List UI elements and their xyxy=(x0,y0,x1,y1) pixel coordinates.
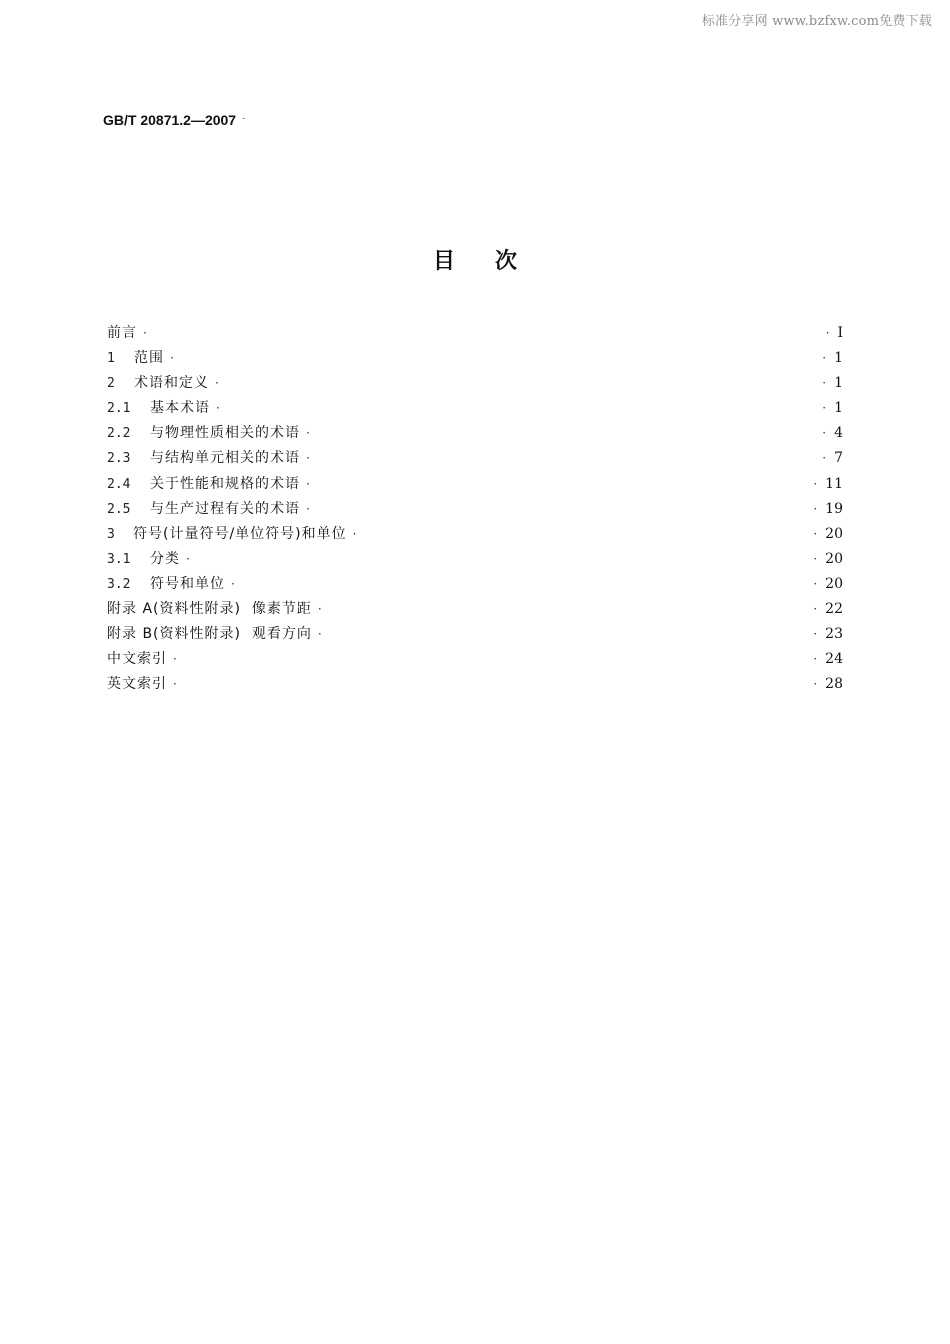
toc-entry-page: · 1 xyxy=(822,375,843,392)
toc-leader: · xyxy=(173,652,177,667)
toc-entry-title: 中文索引 xyxy=(107,651,167,668)
toc-entry-title: 附录 B(资料性附录) 观看方向 xyxy=(107,626,312,643)
toc-entry-number: 2.4 xyxy=(107,476,131,492)
toc-entry-page: · 20 xyxy=(813,575,843,592)
toc-leader: · xyxy=(306,451,310,466)
toc-entry-scope[interactable] xyxy=(107,347,843,372)
toc-entry-title: 与物理性质相关的术语 xyxy=(150,425,300,442)
toc-entry-number: 2.3 xyxy=(107,451,131,467)
toc-entry-number: 3 xyxy=(107,526,115,542)
toc-entry-title: 符号(计量符号/单位符号)和单位 xyxy=(133,525,347,542)
toc-entry-english-index[interactable] xyxy=(107,673,843,698)
toc-leader: · xyxy=(231,576,235,591)
toc-entry-title: 前言 xyxy=(107,325,137,341)
toc-entry-number: 2.5 xyxy=(107,501,131,517)
toc-entry-number: 2 xyxy=(107,376,115,392)
toc-entry-annex-a[interactable] xyxy=(107,598,843,623)
toc-entry-number: 1 xyxy=(107,351,115,367)
toc-entry-title: 分类 xyxy=(150,550,180,567)
toc-entry-classification[interactable] xyxy=(107,548,843,573)
toc-entry-page: · 7 xyxy=(822,450,843,467)
tick-mark: · xyxy=(242,113,246,124)
toc-entry-production-terms[interactable] xyxy=(107,498,843,523)
toc-leader: · xyxy=(306,501,310,516)
toc-entry-number: 3.1 xyxy=(107,551,131,567)
toc-entry-symbols-units[interactable] xyxy=(107,523,843,548)
toc-leader: · xyxy=(143,326,147,340)
toc-entry-title: 符号和单位 xyxy=(150,575,225,592)
toc-entry-title: 关于性能和规格的术语 xyxy=(150,475,300,492)
watermark-text: 标准分享网 www.bzfxw.com免费下载 xyxy=(701,14,932,29)
toc-leader: · xyxy=(170,351,174,366)
toc-entry-page: · 23 xyxy=(813,626,843,643)
standard-code: GB/T 20871.2—2007 xyxy=(103,112,237,128)
toc-leader: · xyxy=(317,627,322,642)
toc-entry-number: 2.1 xyxy=(107,401,131,417)
toc-leader: · xyxy=(306,426,310,441)
toc-entry-chinese-index[interactable] xyxy=(107,648,843,673)
toc-leader: · xyxy=(173,677,177,692)
toc-entry-page: · I xyxy=(825,325,843,341)
toc-entry-symbols-and-units[interactable] xyxy=(107,573,843,598)
toc-entry-title: 附录 A(资料性附录) 像素节距 xyxy=(107,601,312,618)
toc-entry-performance-terms[interactable] xyxy=(107,473,843,498)
toc-leader: · xyxy=(186,551,190,566)
table-of-contents xyxy=(107,322,843,698)
toc-entry-page: · 11 xyxy=(813,475,843,492)
toc-entry-physical-terms[interactable] xyxy=(107,422,843,447)
toc-entry-page: · 20 xyxy=(813,525,843,542)
toc-entry-page: · 28 xyxy=(813,676,843,693)
toc-entry-page: · 20 xyxy=(813,550,843,567)
toc-entry-page: · 1 xyxy=(822,400,843,417)
toc-leader: · xyxy=(317,602,322,617)
toc-entry-title: 范围 xyxy=(134,350,164,367)
toc-entry-title: 英文索引 xyxy=(107,676,167,693)
standard-code-header xyxy=(103,112,245,128)
toc-entry-page: · 19 xyxy=(813,500,843,517)
toc-entry-page: · 4 xyxy=(822,425,843,442)
toc-entry-title: 基本术语 xyxy=(150,400,210,417)
toc-entry-title: 与结构单元相关的术语 xyxy=(150,450,300,467)
toc-entry-page: · 1 xyxy=(822,350,843,367)
toc-leader: · xyxy=(352,526,357,541)
toc-entry-terms[interactable] xyxy=(107,372,843,397)
toc-entry-title: 术语和定义 xyxy=(134,375,209,392)
toc-leader: · xyxy=(306,476,310,491)
toc-leader: · xyxy=(215,376,219,391)
toc-entry-page: · 24 xyxy=(813,651,843,668)
toc-entry-title: 与生产过程有关的术语 xyxy=(150,500,300,517)
toc-entry-number: 2.2 xyxy=(107,426,131,442)
toc-title: 目次 xyxy=(432,249,557,274)
toc-leader: · xyxy=(216,401,220,416)
toc-entry-number: 3.2 xyxy=(107,576,131,592)
toc-entry-annex-b[interactable] xyxy=(107,623,843,648)
toc-entry-structural-terms[interactable] xyxy=(107,447,843,472)
toc-entry-preface[interactable] xyxy=(107,322,843,347)
toc-entry-basic-terms[interactable] xyxy=(107,397,843,422)
toc-entry-page: · 22 xyxy=(813,601,843,618)
